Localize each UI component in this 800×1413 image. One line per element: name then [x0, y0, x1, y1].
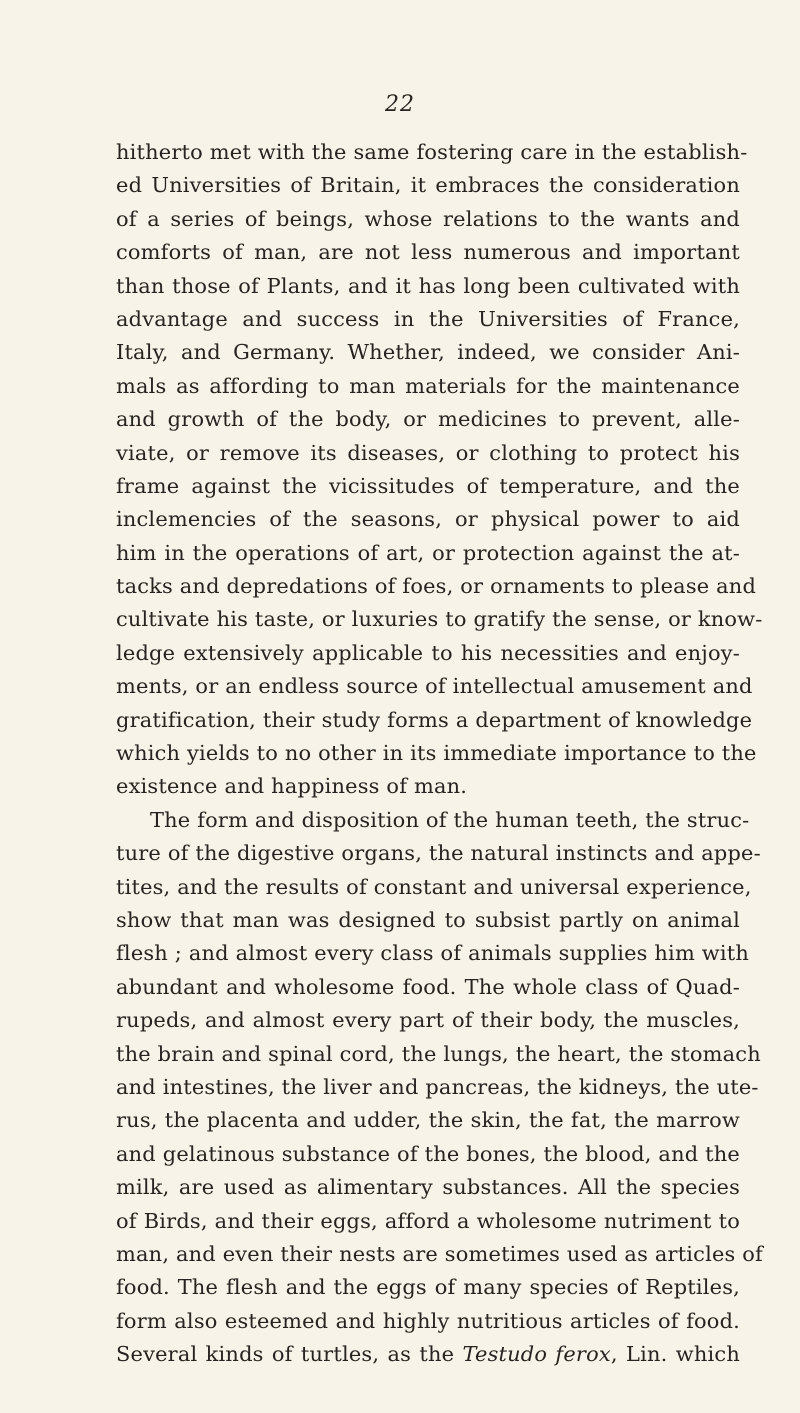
last-text-line	[116, 1338, 740, 1371]
body-text	[116, 136, 763, 1371]
text-line: of Birds, and their eggs, afford a wholesome nutriment to	[116, 1208, 740, 1233]
text-line: viate, or remove its diseases, or clothing to protect his	[116, 440, 740, 465]
text-line: rus, the placenta and udder, the skin, the fat, the marrow	[116, 1108, 740, 1133]
text-line: flesh ; and almost every class of animals supplies him with	[116, 941, 750, 966]
last-line-before-italic: Several kinds of turtles, as the	[116, 1342, 463, 1367]
text-line: advantage and success in the Universities of France,	[116, 306, 740, 331]
text-line: show that man was designed to subsist partly on animal	[116, 907, 740, 932]
text-line: of a series of beings, whose relations to the wants and	[116, 206, 740, 231]
text-line: abundant and wholesome food. The whole class of Quad-	[116, 974, 740, 999]
text-line: existence and happiness of man.	[116, 774, 468, 799]
text-line: and gelatinous substance of the bones, the blood, and the	[116, 1141, 740, 1166]
text-line: ed Universities of Britain, it embraces the consideration	[116, 173, 740, 198]
text-line: milk, are used as alimentary substances. All the species	[116, 1175, 740, 1200]
text-line: mals as affording to man materials for the maintenance	[116, 373, 740, 398]
text-line: comforts of man, are not less numerous and important	[116, 240, 740, 265]
text-line: cultivate his taste, or luxuries to gratify the sense, or know-	[116, 607, 763, 632]
text-line: Italy, and Germany. Whether, indeed, we consider Ani-	[116, 340, 740, 365]
last-line-after-italic: , Lin. which	[610, 1342, 740, 1367]
text-line: ledge extensively applicable to his necessities and enjoy-	[116, 640, 740, 665]
text-line: food. The flesh and the eggs of many species of Reptiles,	[116, 1275, 740, 1300]
text-line: him in the operations of art, or protection against the at-	[116, 540, 740, 565]
text-line: rupeds, and almost every part of their body, the muscles,	[116, 1008, 740, 1033]
text-line: hitherto met with the same fostering care in the establish-	[116, 140, 748, 164]
text-line: tacks and depredations of foes, or ornaments to please and	[116, 574, 757, 599]
text-line: ments, or an endless source of intellectual amusement and	[116, 674, 753, 699]
text-line: the brain and spinal cord, the lungs, the heart, the stomach	[116, 1041, 761, 1066]
text-line: inclemencies of the seasons, or physical power to aid	[116, 507, 740, 532]
text-line: gratification, their study forms a department of knowledge	[116, 707, 753, 732]
paragraph-start-line: The form and disposition of the human teeth, the struc-	[150, 807, 750, 832]
text-line: and intestines, the liver and pancreas, the kidneys, the ute-	[116, 1074, 759, 1099]
text-line: ture of the digestive organs, the natural instincts and appe-	[116, 841, 761, 866]
text-line: form also esteemed and highly nutritious articles of food.	[116, 1308, 740, 1333]
text-line: and growth of the body, or medicines to prevent, alle-	[116, 407, 740, 432]
page-number: 22	[385, 92, 415, 117]
italic-species-name: Testudo ferox	[462, 1342, 611, 1367]
text-line: frame against the vicissitudes of temperature, and the	[116, 473, 740, 498]
text-line: tites, and the results of constant and universal experience,	[116, 874, 752, 899]
text-line: than those of Plants, and it has long been cultivated with	[116, 273, 740, 298]
text-line: man, and even their nests are sometimes used as articles of	[116, 1241, 763, 1266]
text-line: which yields to no other in its immediate importance to the	[116, 741, 757, 766]
